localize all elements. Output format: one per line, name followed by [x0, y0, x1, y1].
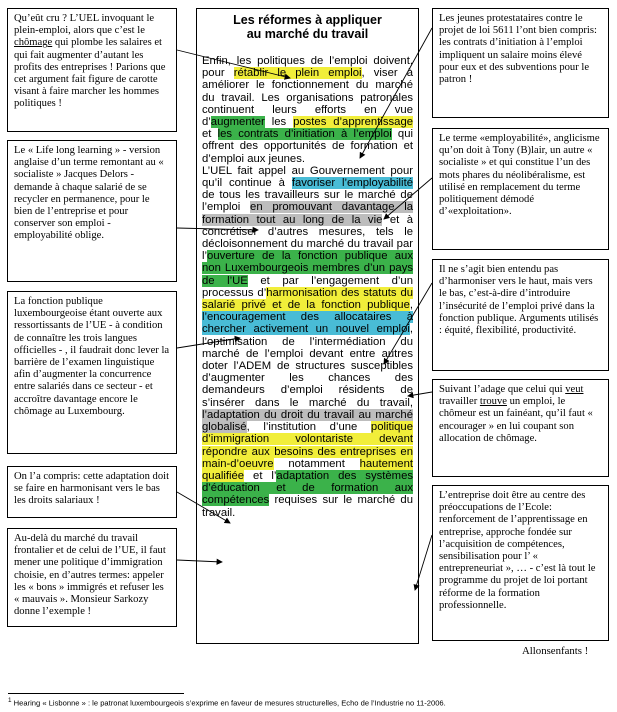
article-title: Les réformes à appliquer au marché du travail	[233, 13, 382, 41]
right-comment-entreprise-ecole	[432, 485, 609, 641]
center-article	[196, 8, 419, 644]
comment-text: Les jeunes protestataires contre le projet de loi 5611 l’ont bien compris: les contrats d’initiation à l’emploi impliquent un salaire moins élevé pour eux et des subventions pour le patron !	[439, 13, 597, 86]
comment-text: Il ne s’agit bien entendu pas d’harmoniser vers le haut, mais vers le bas, c’est-à-dire d’introduire l’insécurité de l’emploi privé dans la fonction publique. Arguments utilisés : équité, flexibilité, productivité.	[439, 264, 599, 337]
highlight-hautement-qualifiee: hautement qualifiée	[202, 457, 413, 482]
left-comment-adaptation	[7, 466, 177, 518]
footnote-rule	[8, 693, 184, 694]
highlight-systemes-education: adaptation des systèmes d’éducation et de formation aux compétences	[202, 469, 413, 507]
highlight-formation-vie: en promouvant davantage la formation tout au long de la vie	[202, 201, 413, 226]
article-paragraph-2: L’UEL fait appel au Gouvernement pour qu’il continue à favoriser l’employabilité de tous les travailleurs sur le marché de l’emploi en promouvant davantage la formation tout au long de la vie et à concrétiser d’autres mesures, tels le décloisonnement du marché du travail par l’ouverture de la fonction publique aux non Luxembourgeois membres d’un pays de l’UE et par l’engagement d’un processus d’harmonisation des statuts du salarié privé et de la fonction publique, l’encouragement des allocataires à chercher activement un nouvel emploi, l’optimisation de l’intermédiation du marché de l’emploi devant entre autres doter l’ADEM de structures susceptibles d’augmenter les chances des demandeurs d’emploi résidents de s’insérer dans le marché du travail, l’adaptation du droit du travail au marché globalisé, l’institution d’une politique d’immigration volontariste devant répondre aux besoins des entreprises en main-d’oeuvre notamment hautement qualifiée et l’adaptation des systèmes d’éducation et de formation aux compétences requises sur le marché du travail.	[202, 164, 414, 519]
signoff: Allonsenfants !	[522, 645, 589, 657]
highlight-augmenter: augmenter	[210, 116, 265, 129]
highlight-ouverture-fonction-publique: ouverture de la fonction publique aux non Luxembourgeois membres d’un pays de l’UE	[202, 250, 413, 287]
comment-text: L’entreprise doit être au centre des préoccupations de l’Ecole: renforcement de l’apprentissage en entreprise, approche fondée sur l’acquisition de compétences, sensibilisation pour l’ « entrepreneuriat », … - c’est là tout le programme du projet de loi portant réforme de la formation professionnelle.	[439, 490, 596, 611]
highlight-contrats-initiation: les contrats d’initiation à l’emploi	[217, 128, 392, 141]
comment-text: Au-delà du marché du travail frontalier et de celui de l’UE, il faut mener une politique d’immigration choisie, en d’autres termes: appeler les « bons » immigrés et refuser les « mauvais ». Monsieur Sarkozy donne l’exemple !	[14, 533, 166, 618]
left-comment-fonction-publique	[7, 291, 177, 454]
highlight-harmonisation: harmonisation des statuts du salarié privé et de la fonction publique	[202, 286, 414, 312]
right-comment-jeunes-protestataires	[432, 8, 609, 118]
comment-text: La fonction publique luxembourgeoise étant ouverte aux ressortissants de l’UE - à condition de connaître les trois langues officielles - , il faudrait donc lever la barrière de l’examen linguistique afin d’augmenter la concurrence entre salariés dans ce secteur - et accroître davantage encore le chômage au Luxembourg.	[14, 296, 170, 417]
article-paragraph-1: Enfin, les politiques de l’emploi doivent, pour rétablir le plein emploi, viser à améliorer le fonctionnement du marché du travail. Les organisations patronales continuent leurs efforts en vue d’augmenter les postes d’apprentissage et les contrats d’initiation à l’emploi qui offrent des opportunités de formation et d’emploi aux jeunes.	[202, 55, 414, 165]
highlight-plein-emploi: rétablir le plein emploi	[233, 67, 362, 80]
comment-text: Le terme «employabilité», anglicisme qu’on doit à Tony (B)lair, un autre « socialiste » et qui constitue l’un des mots phares du néolibéralisme, est utilisé en remplacement du terme politiquement démodé d’«exploitation».	[439, 133, 600, 218]
highlight-adaptation-droit: l’adaptation du droit du travail au marché globalisé	[202, 408, 413, 434]
left-comment-immigration	[7, 528, 177, 627]
left-comment-plein-emploi	[7, 8, 177, 132]
right-comment-adage	[432, 379, 609, 477]
highlight-postes-apprentissage: postes d’apprentissage	[293, 116, 414, 129]
comment-text: Le « Life long learning » - version anglaise d’un terme remontant au « socialiste » Jacques Delors - demande à chaque salarié de se recycler en permanence, pour le bien de l’entreprise et pour conserver son emploi - employabilité oblige.	[14, 145, 164, 242]
comment-text: Qu’eût cru ? L’UEL invoquant le plein-emploi, alors que c’est le chômage qui plombe les salaires et qui fait augmenter d’autant les profits des entreprises ! Parions que cet argument fait figure de carotte visant à faire marcher les hommes politiques !	[14, 13, 166, 110]
comment-text: On l’a compris: cette adaptation doit se faire en harmonisant vers le bas les droits salariaux !	[14, 471, 170, 507]
footnote: $^1$ Hearing « Lisbonne » : le patronat luxembourgeois s’exprime en faveur de mesures structurelles, Echo de l’Industrie no 11-2006.	[8, 697, 446, 708]
left-comment-life-long-learning	[7, 140, 177, 282]
right-comment-employabilite	[432, 128, 609, 250]
comment-text: Suivant l’adage que celui qui veut travailler trouve un emploi, le chômeur est un fainéant, qu’il faut « encourager » en lui coupant son allocation de chômage.	[439, 384, 593, 444]
right-comment-harmoniser	[432, 259, 609, 371]
highlight-employabilite: favoriser l’employabilité	[291, 177, 413, 190]
highlight-immigration: politique d’immigration volontariste devant répondre aux besoins des entreprises en main-d’oeuvre	[202, 421, 413, 470]
highlight-encouragement: l’encouragement des allocataires à chercher activement un nouvel emploi	[202, 311, 413, 336]
